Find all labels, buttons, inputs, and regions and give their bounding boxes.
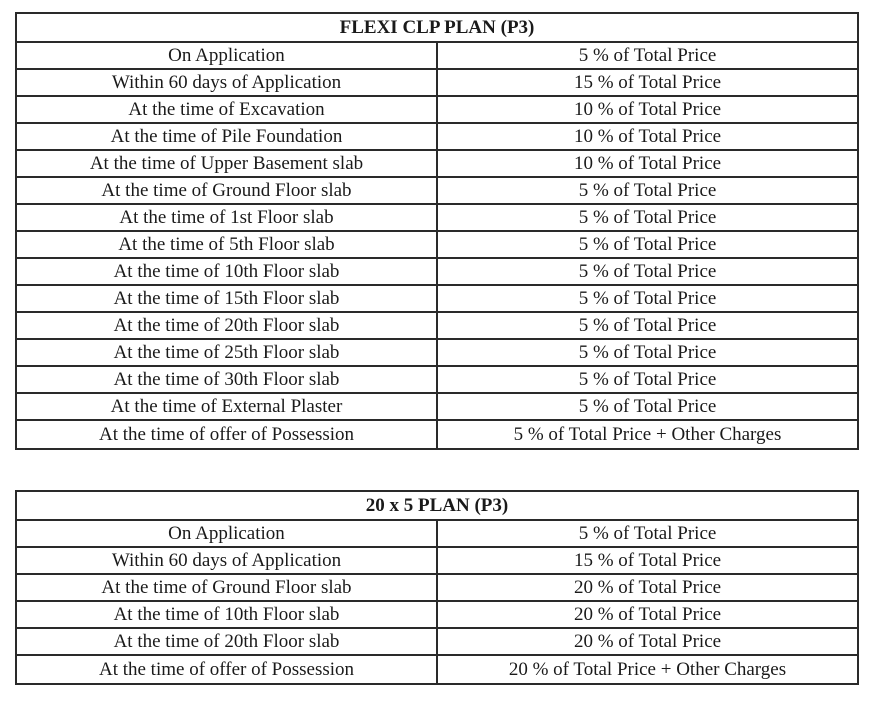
payment-stage-cell: At the time of offer of Possession	[16, 420, 437, 449]
payment-stage-cell: At the time of External Plaster	[16, 393, 437, 420]
payment-amount-cell: 5 % of Total Price	[437, 42, 858, 69]
payment-amount-cell: 5 % of Total Price + Other Charges	[437, 420, 858, 449]
payment-stage-cell: At the time of Upper Basement slab	[16, 150, 437, 177]
payment-amount-cell: 10 % of Total Price	[437, 96, 858, 123]
payment-amount-cell: 5 % of Total Price	[437, 520, 858, 547]
table-row	[16, 258, 858, 285]
payment-amount-cell: 10 % of Total Price	[437, 150, 858, 177]
payment-amount-cell: 20 % of Total Price + Other Charges	[437, 655, 858, 684]
payment-stage-cell: On Application	[16, 520, 437, 547]
payment-amount-cell: 5 % of Total Price	[437, 231, 858, 258]
payment-stage-cell: At the time of 10th Floor slab	[16, 258, 437, 285]
payment-stage-cell: At the time of 15th Floor slab	[16, 285, 437, 312]
table-row	[16, 285, 858, 312]
payment-stage-cell: At the time of Pile Foundation	[16, 123, 437, 150]
table-row	[16, 601, 858, 628]
table-row	[16, 123, 858, 150]
payment-stage-cell: At the time of 5th Floor slab	[16, 231, 437, 258]
payment-stage-cell: At the time of 20th Floor slab	[16, 312, 437, 339]
payment-amount-cell: 5 % of Total Price	[437, 366, 858, 393]
payment-amount-cell: 20 % of Total Price	[437, 601, 858, 628]
payment-amount-cell: 20 % of Total Price	[437, 628, 858, 655]
payment-amount-cell: 5 % of Total Price	[437, 258, 858, 285]
plan-title: 20 x 5 PLAN (P3)	[16, 491, 858, 520]
payment-stage-cell: At the time of 10th Floor slab	[16, 601, 437, 628]
table-row	[16, 655, 858, 684]
table-row	[16, 312, 858, 339]
payment-amount-cell: 5 % of Total Price	[437, 204, 858, 231]
table-row	[16, 42, 858, 69]
payment-amount-cell: 15 % of Total Price	[437, 69, 858, 96]
plan-title-row	[16, 13, 858, 42]
table-row	[16, 520, 858, 547]
payment-amount-cell: 5 % of Total Price	[437, 285, 858, 312]
table-row	[16, 177, 858, 204]
payment-stage-cell: At the time of 30th Floor slab	[16, 366, 437, 393]
table-row	[16, 574, 858, 601]
table-row	[16, 231, 858, 258]
payment-stage-cell: At the time of Excavation	[16, 96, 437, 123]
payment-stage-cell: Within 60 days of Application	[16, 69, 437, 96]
payment-amount-cell: 5 % of Total Price	[437, 339, 858, 366]
payment-amount-cell: 5 % of Total Price	[437, 312, 858, 339]
payment-stage-cell: On Application	[16, 42, 437, 69]
payment-amount-cell: 20 % of Total Price	[437, 574, 858, 601]
flexi-clp-plan-table	[15, 12, 859, 450]
payment-stage-cell: At the time of 20th Floor slab	[16, 628, 437, 655]
table-row	[16, 96, 858, 123]
table-row	[16, 547, 858, 574]
table-row	[16, 69, 858, 96]
table-row	[16, 420, 858, 449]
payment-amount-cell: 5 % of Total Price	[437, 177, 858, 204]
payment-amount-cell: 15 % of Total Price	[437, 547, 858, 574]
table-row	[16, 204, 858, 231]
plan-title-row	[16, 491, 858, 520]
payment-stage-cell: At the time of offer of Possession	[16, 655, 437, 684]
table-row	[16, 628, 858, 655]
payment-stage-cell: At the time of 25th Floor slab	[16, 339, 437, 366]
payment-stage-cell: Within 60 days of Application	[16, 547, 437, 574]
twenty-by-five-plan-table	[15, 490, 859, 685]
table-row	[16, 393, 858, 420]
payment-stage-cell: At the time of Ground Floor slab	[16, 574, 437, 601]
payment-stage-cell: At the time of 1st Floor slab	[16, 204, 437, 231]
payment-amount-cell: 10 % of Total Price	[437, 123, 858, 150]
table-row	[16, 150, 858, 177]
plan-title: FLEXI CLP PLAN (P3)	[16, 13, 858, 42]
table-row	[16, 366, 858, 393]
payment-stage-cell: At the time of Ground Floor slab	[16, 177, 437, 204]
table-row	[16, 339, 858, 366]
payment-amount-cell: 5 % of Total Price	[437, 393, 858, 420]
